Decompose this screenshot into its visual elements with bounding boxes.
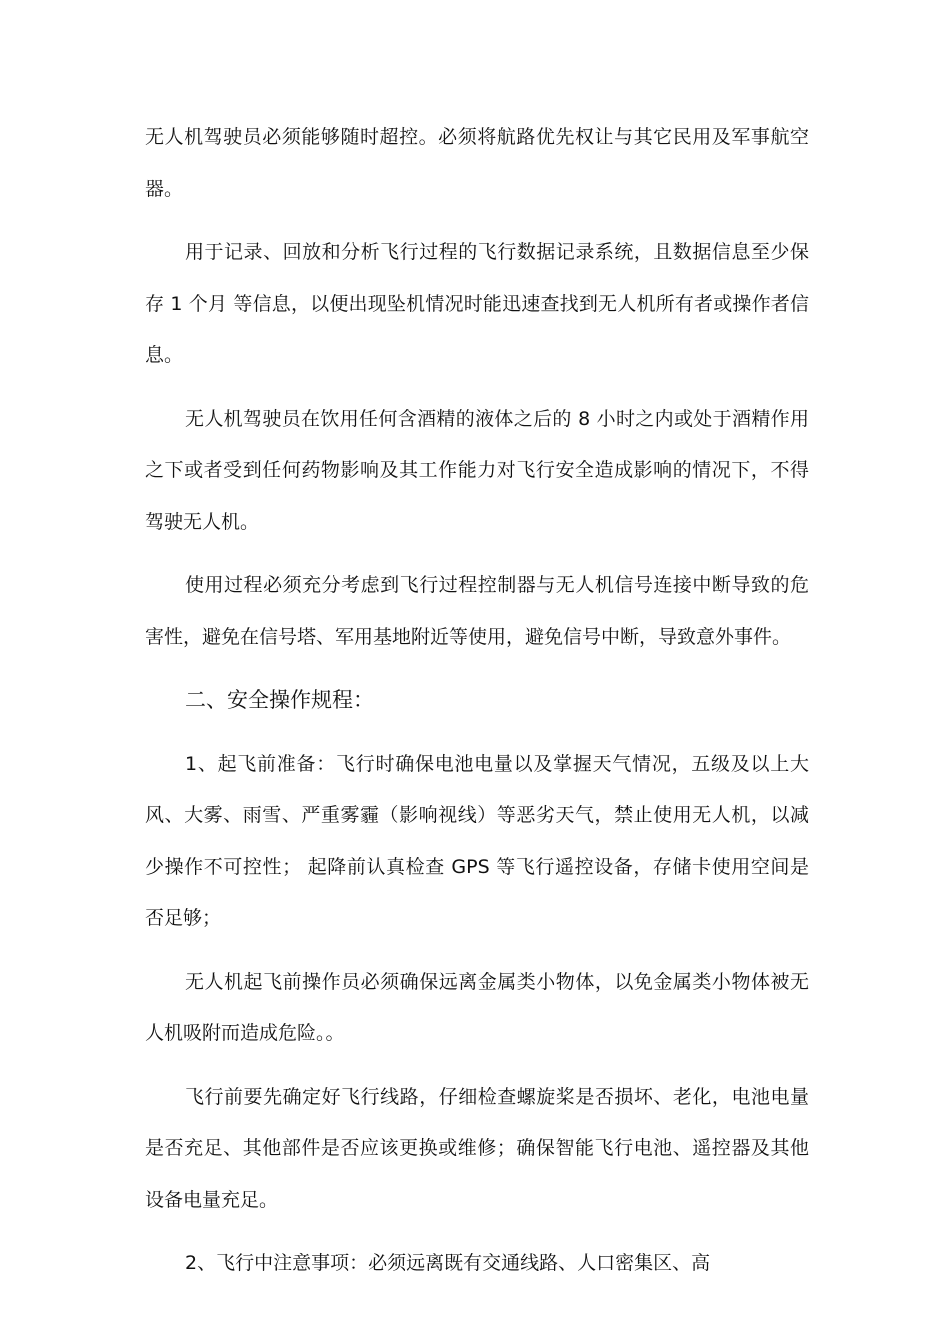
paragraph-signal-interruption: 使用过程必须充分考虑到飞行过程控制器与无人机信号连接中断导致的危害性，避免在信号塔、军用基地附近等使用，避免信号中断，导致意外事件。 <box>145 574 809 648</box>
paragraph-pilot-override: 无人机驾驶员必须能够随时超控。必须将航路优先权让与其它民用及军事航空器。 <box>145 126 809 200</box>
document-body <box>145 112 809 1302</box>
paragraph-flight-data-recorder: 用于记录、回放和分析飞行过程的飞行数据记录系统，且数据信息至少保存 1 个月 等信息，以便出现坠机情况时能迅速查找到无人机所有者或操作者信息。 <box>145 241 809 366</box>
paragraph-preflight-preparation: 1、起飞前准备：飞行时确保电池电量以及掌握天气情况，五级及以上大风、大雾、雨雪、严重雾霾（影响视线）等恶劣天气，禁止使用无人机，以减少操作不可控性； 起降前认真检查 GPS 等飞行遥控设备，存储卡使用空间是否足够； <box>145 752 809 929</box>
paragraph-in-flight-notes: 2、飞行中注意事项：必须远离既有交通线路、人口密集区、高 <box>185 1252 711 1274</box>
paragraph-route-check: 飞行前要先确定好飞行线路，仔细检查螺旋桨是否损坏、老化，电池电量是否充足、其他部件是否应该更换或维修；确保智能飞行电池、遥控器及其他设备电量充足。 <box>145 1085 809 1211</box>
section-heading-safety-procedures: 二、安全操作规程： <box>185 688 374 712</box>
paragraph-metal-objects: 无人机起飞前操作员必须确保远离金属类小物体，以免金属类小物体被无人机吸附而造成危险。。 <box>145 970 809 1044</box>
paragraph-alcohol-rule: 无人机驾驶员在饮用任何含酒精的液体之后的 8 小时之内或处于酒精作用之下或者受到任何药物影响及其工作能力对飞行安全造成影响的情况下，不得驾驶无人机。 <box>145 407 809 533</box>
